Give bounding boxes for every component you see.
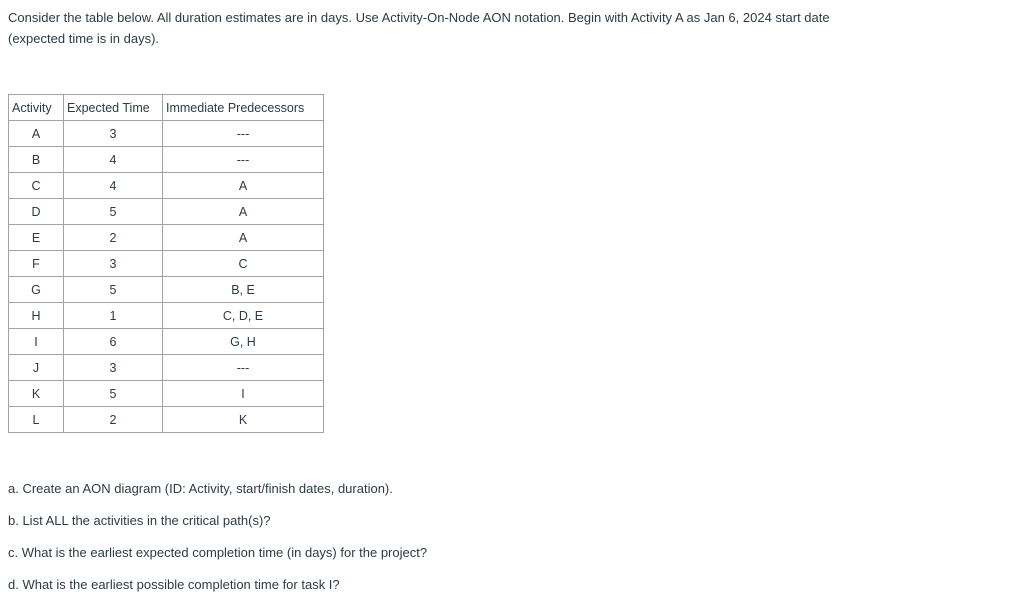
table-row [9, 173, 324, 199]
cell-expected-time: 3 [64, 251, 163, 277]
cell-activity: B [9, 147, 64, 173]
table-row [9, 303, 324, 329]
cell-activity: D [9, 199, 64, 225]
cell-activity: L [9, 407, 64, 433]
cell-predecessors: I [163, 381, 324, 407]
cell-predecessors: C, D, E [163, 303, 324, 329]
cell-expected-time: 2 [64, 407, 163, 433]
cell-activity: I [9, 329, 64, 355]
cell-predecessors: --- [163, 147, 324, 173]
table-row [9, 277, 324, 303]
table-row [9, 147, 324, 173]
header-expected-time: Expected Time [64, 95, 163, 121]
cell-expected-time: 5 [64, 199, 163, 225]
header-activity: Activity [9, 95, 64, 121]
cell-activity: E [9, 225, 64, 251]
table-row [9, 199, 324, 225]
cell-expected-time: 6 [64, 329, 163, 355]
cell-activity: A [9, 121, 64, 147]
cell-activity: F [9, 251, 64, 277]
cell-expected-time: 4 [64, 173, 163, 199]
intro-line-2: (expected time is in days). [8, 31, 160, 46]
cell-predecessors: G, H [163, 329, 324, 355]
question-list [8, 478, 427, 606]
cell-predecessors: A [163, 173, 324, 199]
cell-predecessors: K [163, 407, 324, 433]
table-row [9, 251, 324, 277]
table-row [9, 121, 324, 147]
problem-statement [8, 7, 968, 49]
question-d: d. What is the earliest possible completion time for task I? [8, 577, 340, 592]
header-immediate-predecessors: Immediate Predecessors [163, 95, 324, 121]
question-c: c. What is the earliest expected completion time (in days) for the project? [8, 545, 428, 560]
question-a: a. Create an AON diagram (ID: Activity, start/finish dates, duration). [8, 481, 393, 496]
table-header-row [9, 95, 324, 121]
cell-activity: C [9, 173, 64, 199]
cell-activity: H [9, 303, 64, 329]
cell-activity: K [9, 381, 64, 407]
cell-expected-time: 3 [64, 121, 163, 147]
cell-expected-time: 1 [64, 303, 163, 329]
intro-line-1: Consider the table below. All duration estimates are in days. Use Activity-On-Node AON notation. Begin with Activity A as Jan 6, 2024 start date [8, 10, 830, 25]
cell-predecessors: A [163, 199, 324, 225]
cell-activity: G [9, 277, 64, 303]
cell-activity: J [9, 355, 64, 381]
table-row [9, 381, 324, 407]
cell-predecessors: --- [163, 355, 324, 381]
cell-predecessors: A [163, 225, 324, 251]
cell-predecessors: C [163, 251, 324, 277]
cell-expected-time: 5 [64, 277, 163, 303]
activity-table [8, 94, 324, 433]
table-row [9, 329, 324, 355]
cell-expected-time: 4 [64, 147, 163, 173]
table-row [9, 225, 324, 251]
cell-predecessors: --- [163, 121, 324, 147]
cell-expected-time: 3 [64, 355, 163, 381]
table-row [9, 355, 324, 381]
cell-predecessors: B, E [163, 277, 324, 303]
table-row [9, 407, 324, 433]
cell-expected-time: 2 [64, 225, 163, 251]
cell-expected-time: 5 [64, 381, 163, 407]
question-b: b. List ALL the activities in the critical path(s)? [8, 513, 271, 528]
